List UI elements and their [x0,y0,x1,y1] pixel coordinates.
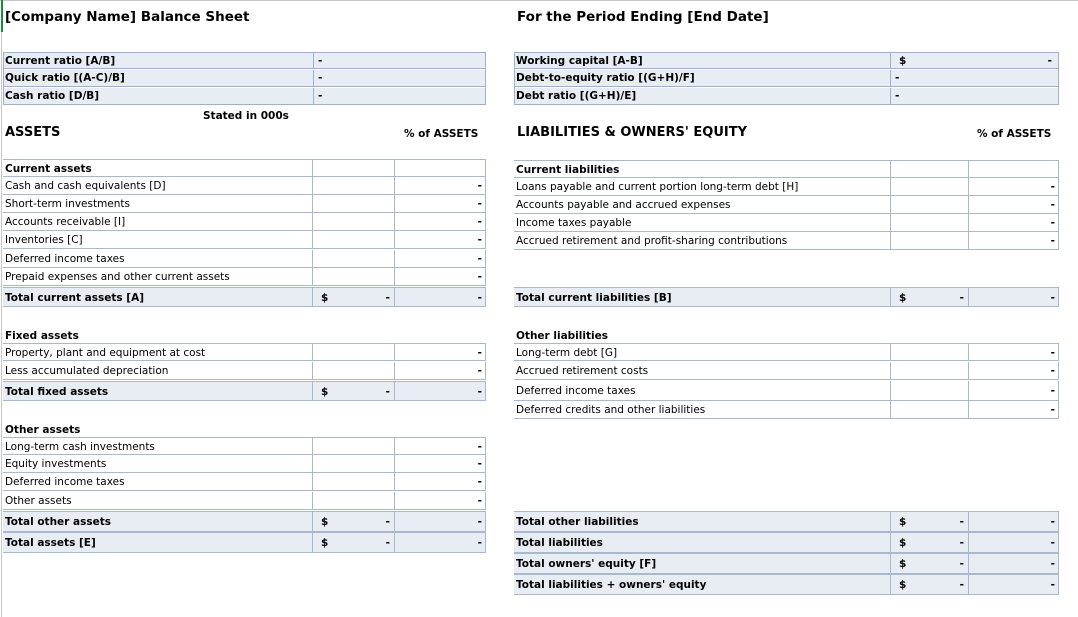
pct-cell[interactable]: - [968,532,1059,553]
value-cell[interactable] [312,473,395,491]
row-label: Cash and cash equivalents [D] [3,177,312,195]
table-row[interactable] [3,437,486,455]
table-row[interactable] [3,195,486,213]
section-label: Fixed assets [5,330,79,342]
row-label: Accounts receivable [I] [3,213,312,231]
ratios-right-frame [514,52,1059,105]
table-row[interactable] [3,231,486,249]
value-cell[interactable] [312,362,395,380]
total-value: - [385,386,390,398]
pct-cell[interactable]: - [968,511,1059,532]
total-value: - [959,558,964,570]
pct-cell[interactable]: - [394,287,486,307]
sheet-left-gridline [1,32,2,617]
table-row[interactable] [3,362,486,380]
table-row[interactable] [3,213,486,231]
row-label: Accrued retirement costs [514,362,890,380]
total-value: - [959,292,964,304]
table-row[interactable] [3,250,486,268]
value-cell[interactable] [312,213,395,231]
row-label: Other assets [3,492,312,510]
ratio-label: Debt-to-equity ratio [(G+H)/F] [514,70,890,87]
period-title: For the Period Ending [End Date] [517,9,769,25]
row-label: Long-term cash investments [3,437,312,455]
total-value: - [385,516,390,528]
total-value: - [959,579,964,591]
value-cell[interactable] [312,511,395,532]
value-cell[interactable] [312,492,395,510]
currency-symbol: $ [321,537,329,549]
value-cell[interactable] [312,231,395,249]
row-label: Deferred credits and other liabilities [514,401,890,419]
currency-symbol: $ [321,292,329,304]
ratio-label: Debt ratio [(G+H)/E] [514,88,890,105]
value-cell[interactable] [890,232,969,250]
currency-symbol: $ [899,537,907,549]
total-value: - [385,537,390,549]
value-cell[interactable] [312,381,395,401]
pct-cell[interactable]: - [394,177,486,195]
value-cell[interactable] [890,160,969,178]
total-owners-equity-row[interactable] [514,553,1059,574]
row-label: Income taxes payable [514,214,890,232]
currency-symbol: $ [899,558,907,570]
total-value: - [385,292,390,304]
section-label: Current liabilities [514,160,890,178]
pct-cell[interactable]: - [394,532,486,553]
value-cell[interactable] [312,268,395,286]
table-row[interactable] [3,455,486,473]
total-other-assets-row[interactable] [3,511,486,532]
row-label: Accounts payable and accrued expenses [514,196,890,214]
total-value: - [959,537,964,549]
ratio-label: Current ratio [A/B] [3,52,313,69]
ratio-label: Quick ratio [(A-C)/B] [3,70,313,87]
section-label: Other assets [5,424,81,436]
section-label: Other liabilities [516,330,608,342]
currency-symbol: $ [899,292,907,304]
value-cell[interactable] [890,196,969,214]
currency-symbol: $ [321,516,329,528]
value-cell[interactable] [312,343,395,361]
units-note: Stated in 000s [203,110,289,122]
pct-cell[interactable]: - [968,196,1059,214]
row-label: Total current liabilities [B] [514,287,890,307]
currency-symbol: $ [321,386,329,398]
assets-pct-header: % of ASSETS [404,128,479,140]
row-label: Total owners' equity [F] [514,553,890,574]
ratio-label: Working capital [A-B] [514,52,890,69]
table-row[interactable] [3,492,486,510]
ratio-currency[interactable]: $ [890,52,1058,69]
row-label: Prepaid expenses and other current assets [3,268,312,286]
row-label: Total other assets [3,511,312,532]
row-label: Deferred income taxes [3,250,312,268]
ratio-label: Cash ratio [D/B] [3,88,313,105]
row-label: Long-term debt [G] [514,343,890,361]
pct-cell[interactable]: - [394,455,486,473]
sheet-top-gridline [0,0,1078,1]
table-row[interactable] [514,362,1059,380]
total-other-liabilities-row[interactable] [514,511,1059,532]
row-label: Inventories [C] [3,231,312,249]
current-assets-header [3,159,486,177]
ratio-value[interactable]: - [313,88,485,105]
table-row[interactable] [514,401,1059,419]
pct-cell[interactable]: - [394,473,486,491]
total-assets-row[interactable] [3,532,486,553]
pct-cell[interactable]: - [394,195,486,213]
row-label: Total current assets [A] [3,287,312,307]
row-label: Total fixed assets [3,381,312,401]
row-label: Total assets [E] [3,532,312,553]
total-liabilities-row[interactable] [514,532,1059,553]
total-value: - [959,516,964,528]
pct-cell[interactable] [394,159,486,177]
currency-symbol: $ [899,579,907,591]
value-cell[interactable] [890,553,969,574]
ratio-value[interactable]: - [313,70,485,87]
pct-cell[interactable]: - [968,178,1059,196]
value-cell[interactable] [890,511,969,532]
total-current-liabilities-row[interactable] [514,287,1059,307]
row-label: Deferred income taxes [514,381,890,401]
pct-cell[interactable]: - [394,343,486,361]
value-cell[interactable] [890,532,969,553]
pct-cell[interactable] [968,160,1059,178]
pct-cell[interactable]: - [394,213,486,231]
pct-cell[interactable]: - [968,381,1059,401]
table-row[interactable] [3,343,486,361]
table-row[interactable] [514,232,1059,250]
table-row[interactable] [514,381,1059,401]
table-row[interactable] [3,268,486,286]
pct-cell[interactable]: - [968,574,1059,595]
assets-heading: ASSETS [5,125,61,140]
pct-cell[interactable]: - [968,553,1059,574]
row-label: Total liabilities + owners' equity [514,574,890,595]
value-cell[interactable] [312,195,395,213]
pct-cell[interactable]: - [394,231,486,249]
table-row[interactable] [3,473,486,491]
value-cell[interactable] [890,287,969,307]
table-row[interactable] [514,196,1059,214]
row-label: Equity investments [3,455,312,473]
pct-cell[interactable]: - [968,214,1059,232]
value-cell[interactable] [312,177,395,195]
current-liabilities-header [514,160,1059,178]
value-cell[interactable] [312,437,395,455]
pct-cell[interactable]: - [968,232,1059,250]
row-label: Deferred income taxes [3,473,312,491]
value-cell[interactable] [890,214,969,232]
table-row[interactable] [514,178,1059,196]
row-label: Loans payable and current portion long-term debt [H] [514,178,890,196]
total-fixed-assets-row[interactable] [3,381,486,401]
ratio-value[interactable]: - [890,70,1058,87]
pct-cell[interactable]: - [968,401,1059,419]
pct-cell[interactable]: - [394,250,486,268]
row-label: Less accumulated depreciation [3,362,312,380]
pct-cell[interactable]: - [394,511,486,532]
value-cell[interactable] [890,362,969,380]
ratio-value: - [890,52,1058,69]
table-row[interactable] [514,214,1059,232]
liabilities-pct-header: % of ASSETS [977,128,1052,140]
value-cell[interactable] [890,401,969,419]
value-cell[interactable] [890,178,969,196]
value-cell[interactable] [890,381,969,401]
pct-cell[interactable]: - [968,287,1059,307]
pct-cell[interactable]: - [394,268,486,286]
pct-cell[interactable]: - [394,362,486,380]
ratio-value[interactable]: - [890,88,1058,105]
pct-cell[interactable]: - [968,362,1059,380]
pct-cell[interactable]: - [968,343,1059,361]
row-label: Total liabilities [514,532,890,553]
value-cell[interactable] [312,455,395,473]
section-label: Current assets [3,159,312,177]
table-row[interactable] [3,177,486,195]
value-cell[interactable] [312,159,395,177]
active-cell-indicator [1,0,3,32]
value-cell[interactable] [312,250,395,268]
liabilities-heading: LIABILITIES & OWNERS' EQUITY [517,125,748,140]
row-label: Property, plant and equipment at cost [3,343,312,361]
row-label: Accrued retirement and profit-sharing contributions [514,232,890,250]
row-label: Short-term investments [3,195,312,213]
row-label: Total other liabilities [514,511,890,532]
value-cell[interactable] [890,343,969,361]
ratio-value[interactable]: - [313,52,485,69]
pct-cell[interactable]: - [394,492,486,510]
ratios-left-frame [3,52,486,105]
currency-symbol: $ [899,516,907,528]
sheet-title: [Company Name] Balance Sheet [5,9,250,25]
total-liabilities-equity-row[interactable] [514,574,1059,595]
pct-cell[interactable]: - [394,437,486,455]
pct-cell[interactable]: - [394,381,486,401]
value-cell[interactable] [312,287,395,307]
value-cell[interactable] [890,574,969,595]
table-row[interactable] [514,343,1059,361]
value-cell[interactable] [312,532,395,553]
total-current-assets-row[interactable] [3,287,486,307]
